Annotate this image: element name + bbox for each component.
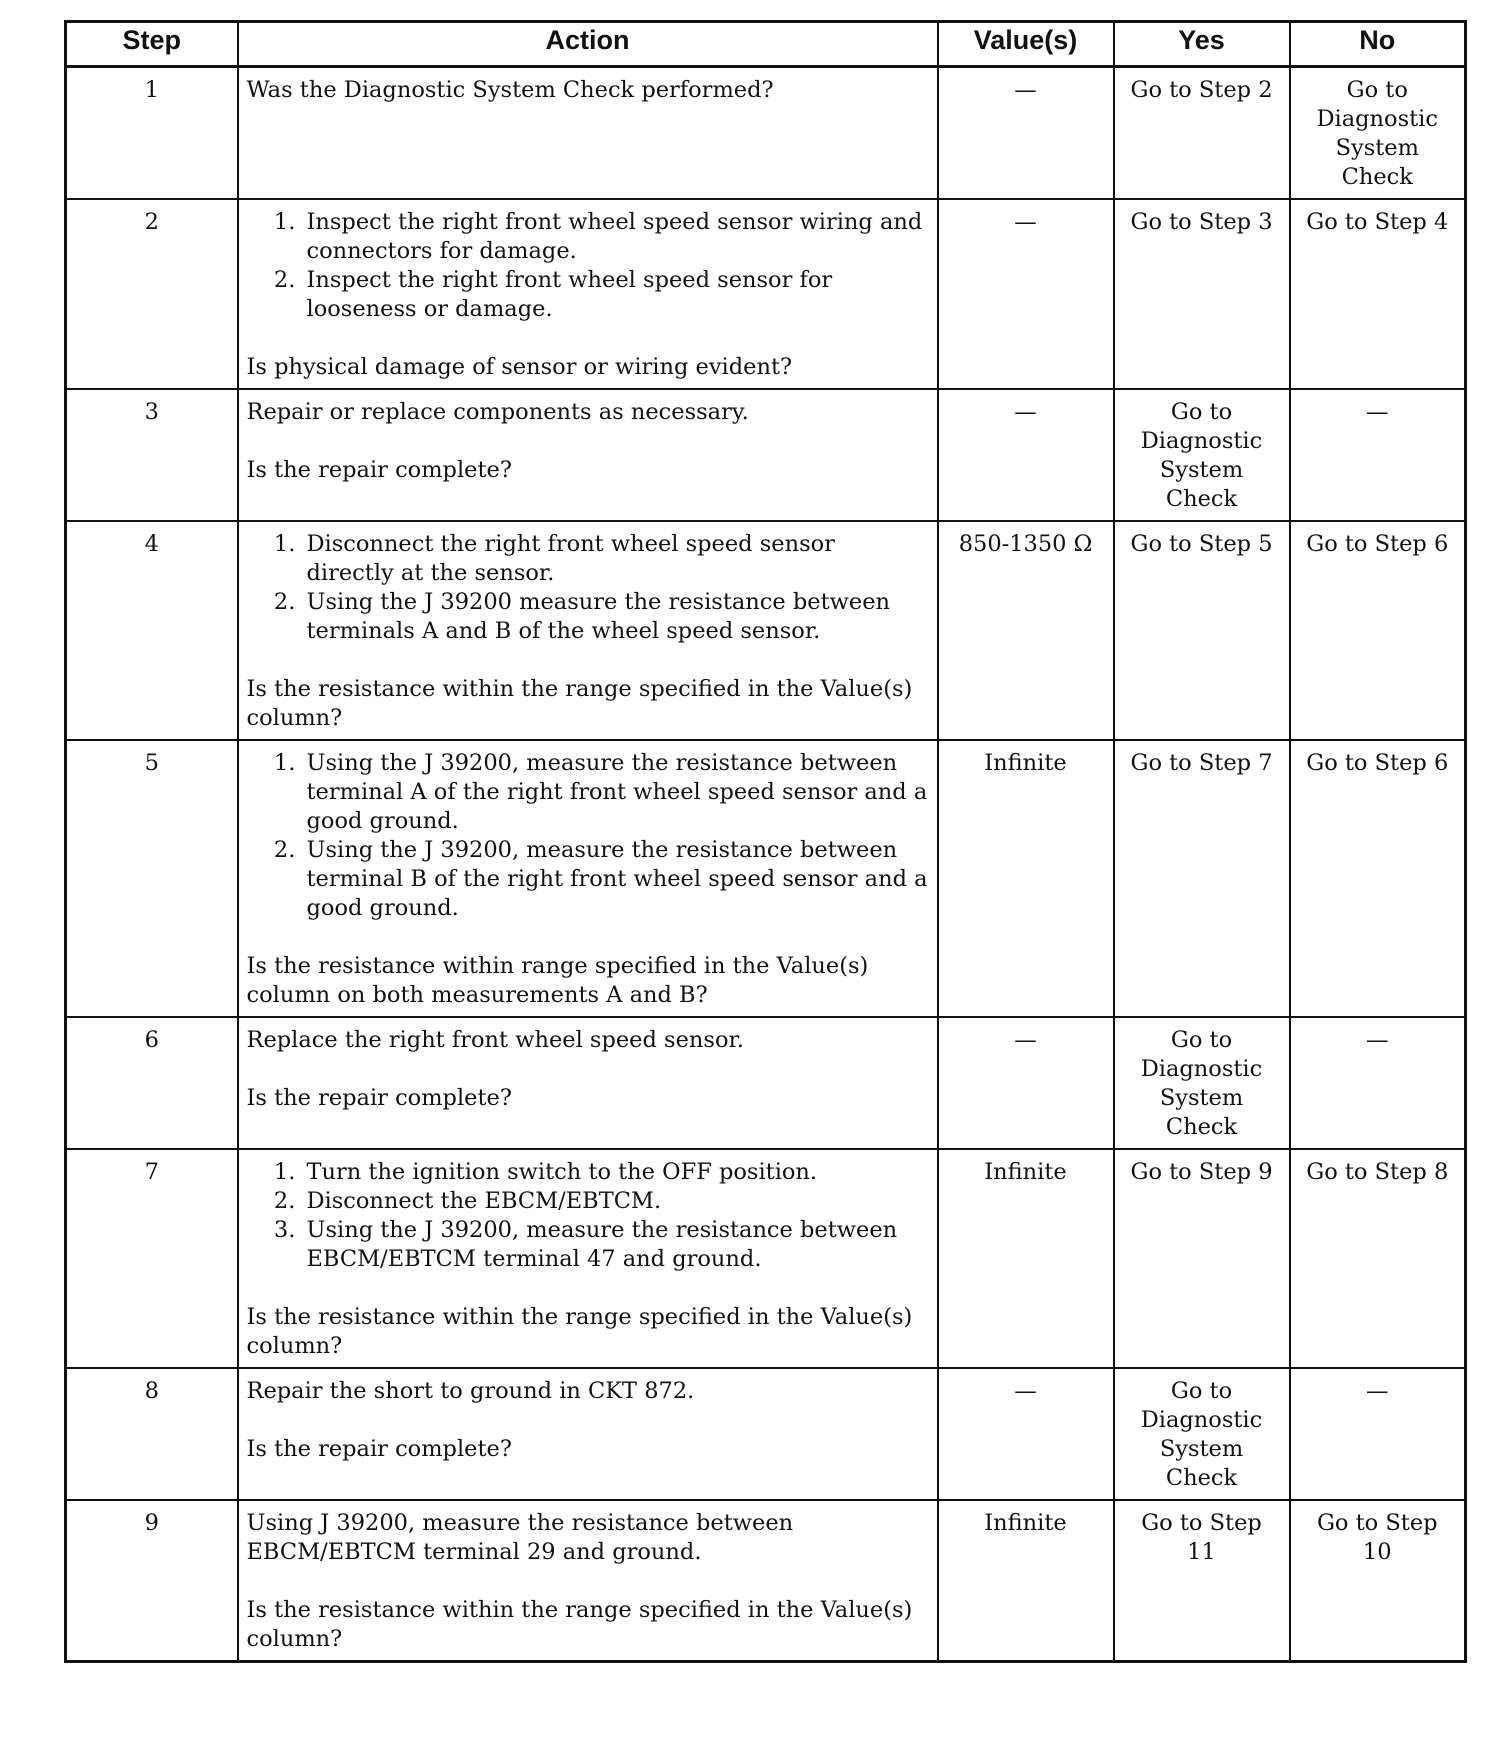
- yes-cell: Go to Diagnostic System Check: [1114, 389, 1290, 521]
- step-number: 4: [66, 521, 238, 740]
- value-cell: —: [938, 389, 1114, 521]
- value-cell: Infinite: [938, 1149, 1114, 1368]
- no-cell: Go to Step 8: [1290, 1149, 1466, 1368]
- no-cell: —: [1290, 389, 1466, 521]
- action-steps-list: [247, 530, 929, 646]
- step-number: 2: [66, 199, 238, 389]
- spacer: [247, 1567, 929, 1596]
- action-intro: Repair or replace components as necessary.: [246, 399, 749, 425]
- step-number: 9: [66, 1500, 238, 1662]
- action-cell: [238, 1368, 938, 1500]
- table-row: [66, 1149, 1466, 1368]
- action-cell: [238, 1017, 938, 1149]
- no-cell: Go to Step 6: [1290, 521, 1466, 740]
- header-action: Action: [238, 22, 938, 67]
- step-number: 6: [66, 1017, 238, 1149]
- action-steps-list: [247, 1158, 929, 1274]
- action-question: Is the repair complete?: [246, 1436, 512, 1462]
- header-step: Step: [66, 22, 238, 67]
- diagnostic-table: [64, 20, 1467, 1663]
- yes-cell: Go to Step 3: [1114, 199, 1290, 389]
- no-cell: Go to Diagnostic System Check: [1290, 67, 1466, 200]
- yes-cell: Go to Step 7: [1114, 740, 1290, 1017]
- value-cell: —: [938, 1368, 1114, 1500]
- spacer: [247, 1055, 929, 1084]
- action-steps-list: [247, 749, 929, 923]
- action-question: Is the repair complete?: [246, 457, 512, 483]
- table-row: [66, 1017, 1466, 1149]
- action-cell: [238, 740, 938, 1017]
- step-number: 7: [66, 1149, 238, 1368]
- step-number: 5: [66, 740, 238, 1017]
- action-cell: [238, 1500, 938, 1662]
- action-question: Is the resistance within the range specified in the Value(s) column?: [246, 1597, 913, 1652]
- table-row: [66, 1368, 1466, 1500]
- action-intro: Using J 39200, measure the resistance between EBCM/EBTCM terminal 29 and ground.: [246, 1510, 794, 1565]
- step-number: 3: [66, 389, 238, 521]
- action-step-item: 2. Using the J 39200, measure the resistance between terminal B of the right front wheel speed sensor and a good ground.: [303, 836, 929, 923]
- action-question: Is the repair complete?: [246, 1085, 512, 1111]
- table-row: [66, 521, 1466, 740]
- action-step-item: 2. Using the J 39200 measure the resistance between terminals A and B of the wheel speed sensor.: [303, 588, 929, 646]
- value-cell: Infinite: [938, 740, 1114, 1017]
- action-question: Is the resistance within range specified in the Value(s) column on both measurements A and B?: [246, 953, 869, 1008]
- action-step-item: 1. Turn the ignition switch to the OFF position.: [303, 1158, 929, 1187]
- yes-cell: Go to Step 2: [1114, 67, 1290, 200]
- value-cell: —: [938, 67, 1114, 200]
- action-cell: [238, 389, 938, 521]
- no-cell: —: [1290, 1368, 1466, 1500]
- header-value: Value(s): [938, 22, 1114, 67]
- spacer: [247, 427, 929, 456]
- spacer: [247, 1274, 929, 1303]
- table-row: [66, 199, 1466, 389]
- action-question: Is physical damage of sensor or wiring evident?: [246, 354, 793, 380]
- spacer: [247, 324, 929, 353]
- table-body: [66, 67, 1466, 1662]
- yes-cell: Go to Step 5: [1114, 521, 1290, 740]
- action-step-item: 2. Disconnect the EBCM/EBTCM.: [303, 1187, 929, 1216]
- action-step-item: 1. Using the J 39200, measure the resistance between terminal A of the right front wheel speed sensor and a good ground.: [303, 749, 929, 836]
- action-steps-list: [247, 208, 929, 324]
- step-number: 1: [66, 67, 238, 200]
- action-question: Is the resistance within the range specified in the Value(s) column?: [246, 676, 913, 731]
- action-intro: Repair the short to ground in CKT 872.: [246, 1378, 695, 1404]
- yes-cell: Go to Step 9: [1114, 1149, 1290, 1368]
- no-cell: Go to Step 4: [1290, 199, 1466, 389]
- header-no: No: [1290, 22, 1466, 67]
- action-cell: [238, 199, 938, 389]
- yes-cell: Go to Diagnostic System Check: [1114, 1368, 1290, 1500]
- no-cell: Go to Step 6: [1290, 740, 1466, 1017]
- action-intro: Was the Diagnostic System Check performed?: [246, 77, 774, 103]
- table-row: [66, 1500, 1466, 1662]
- action-step-item: 3. Using the J 39200, measure the resistance between EBCM/EBTCM terminal 47 and ground.: [303, 1216, 929, 1274]
- action-cell: [238, 1149, 938, 1368]
- value-cell: —: [938, 199, 1114, 389]
- value-cell: —: [938, 1017, 1114, 1149]
- spacer: [247, 923, 929, 952]
- yes-cell: Go to Step 11: [1114, 1500, 1290, 1662]
- action-step-item: 1. Inspect the right front wheel speed sensor wiring and connectors for damage.: [303, 208, 929, 266]
- header-yes: Yes: [1114, 22, 1290, 67]
- no-cell: —: [1290, 1017, 1466, 1149]
- table-row: [66, 389, 1466, 521]
- action-intro: Replace the right front wheel speed sensor.: [246, 1027, 744, 1053]
- action-question: Is the resistance within the range specified in the Value(s) column?: [246, 1304, 913, 1359]
- header-row: [66, 22, 1466, 67]
- action-cell: [238, 67, 938, 200]
- table-row: [66, 67, 1466, 200]
- value-cell: 850-1350 Ω: [938, 521, 1114, 740]
- spacer: [247, 646, 929, 675]
- table-row: [66, 740, 1466, 1017]
- yes-cell: Go to Diagnostic System Check: [1114, 1017, 1290, 1149]
- spacer: [247, 1406, 929, 1435]
- action-step-item: 2. Inspect the right front wheel speed sensor for looseness or damage.: [303, 266, 929, 324]
- step-number: 8: [66, 1368, 238, 1500]
- value-cell: Infinite: [938, 1500, 1114, 1662]
- action-cell: [238, 521, 938, 740]
- action-step-item: 1. Disconnect the right front wheel speed sensor directly at the sensor.: [303, 530, 929, 588]
- no-cell: Go to Step 10: [1290, 1500, 1466, 1662]
